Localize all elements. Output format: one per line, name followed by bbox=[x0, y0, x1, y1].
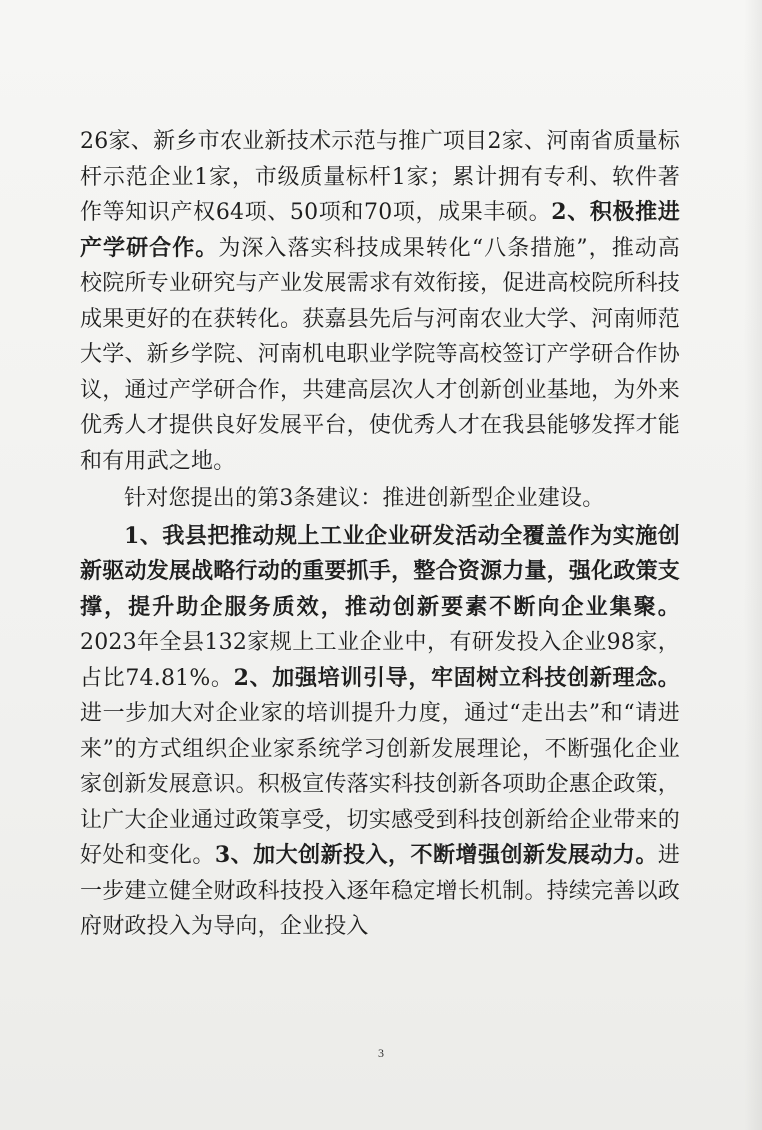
paragraph-3-segment-1-heading: 1、我县把推动规上工业企业研发活动全覆盖作为实施创新驱动发展战略行动的重要抓手，整合资源力量，强化政策支撑，提升助企服务质效，推动创新要素不断向企业集聚。 bbox=[80, 522, 680, 620]
document-body bbox=[80, 124, 680, 945]
paragraph-3 bbox=[80, 519, 680, 945]
paragraph-3-segment-2: 2023年全县132家规上工业企业中，有研发投入企业98家，占比74.81%。 bbox=[80, 630, 680, 691]
paragraph-1-segment-2-heading: 2、积极推进产学研合作。 bbox=[80, 199, 680, 261]
paragraph-1 bbox=[80, 124, 680, 479]
paragraph-3-segment-5-heading: 3、加大创新投入，不断增强创新发展动力。 bbox=[214, 842, 658, 868]
paragraph-1-segment-3: 为深入落实科技成果转化“八条措施”，推动高校院所专业研究与产业发展需求有效衔接，促进高校院所科技成果更好的在获转化。获嘉县先后与河南农业大学、河南师范大学、新乡学院、河南机电职业学院等高校签订产学研合作协议，通过产学研合作，共建高层次人才创新创业基地，为外来优秀人才提供良好发展平台，使优秀人才在我县能够发挥才能和有用武之地。 bbox=[80, 235, 681, 474]
paragraph-3-segment-6: 进一步建立健全财政科技投入逐年稳定增长机制。持续完善以政府财政投入为导向，企业投入 bbox=[80, 843, 681, 939]
page-edge-shadow bbox=[744, 0, 762, 1130]
paragraph-3-segment-3-heading: 2、加强培训引导，牢固树立科技创新理念。 bbox=[233, 664, 681, 691]
paragraph-3-segment-4: 进一步加大对企业家的培训提升力度，通过“走出去”和“请进来”的方式组织企业家系统学习创新发展理论，不断强化企业家创新发展意识。积极宣传落实科技创新各项助企惠企政策，让广大企业通过政策享受，切实感受到科技创新给企业带来的好处和变化。 bbox=[80, 701, 680, 868]
page-number: 3 bbox=[378, 1046, 384, 1060]
paragraph-1-segment-1: 26家、新乡市农业新技术示范与推广项目2家、河南省质量标杆示范企业1家，市级质量标杆1家；累计拥有专利、软件著作等知识产权64项、50项和70项，成果丰硕。 bbox=[80, 129, 680, 225]
paragraph-2 bbox=[80, 481, 680, 517]
paragraph-2-segment-1: 针对您提出的第3条建议：推进创新型企业建设。 bbox=[124, 486, 605, 511]
